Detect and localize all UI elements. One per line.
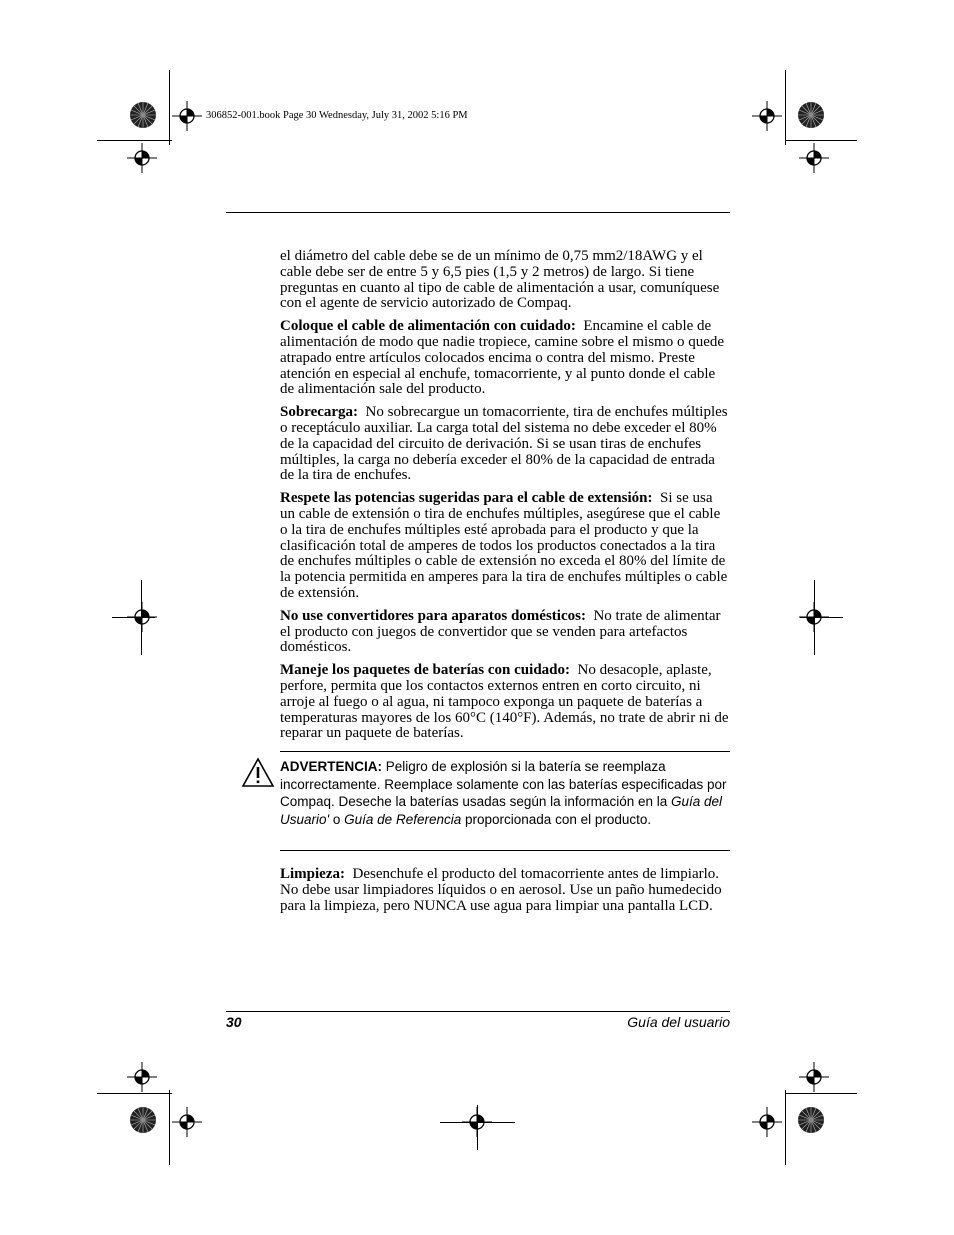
paragraph-text: Desenchufe el producto del tomacorriente antes de limpiarlo. No debe usar limpiadores líquidos o en aerosol. Use un paño humedecido para la limpieza, pero NUNCA use agua para limpiar una pantalla LCD. [280, 866, 722, 914]
paragraph-lead: No use convertidores para aparatos domésticos: [280, 607, 586, 624]
registration-mark-icon [799, 1062, 829, 1092]
paragraph-text: No sobrecargue un tomacorriente, tira de enchufes múltiples o receptáculo auxiliar. La carga total del sistema no debe exceder el 80% de la capacidad del circuito de derivación. Si se usan tiras de enchufes múltiples, la carga no debería exceder el 80% de la capacidad de entrada de la tira de enchufes. [280, 404, 728, 484]
warning-top-rule [280, 751, 730, 752]
crop-mark [169, 1090, 170, 1165]
registration-mark-icon [752, 101, 782, 131]
page-number: 30 [226, 1014, 242, 1030]
paragraph-text: Si se usa un cable de extensión o tira de enchufes múltiples, asegúrese que el cable o la tira de enchufes múltiples esté aprobada para el producto y que la clasificación total de amperes de todos los productos conectados a la tira de enchufes múltiples o cable de extensión no exceda el 80% del límite de la potencia permitida en amperes para la tira de enchufes múltiples o cable de extensión. [280, 490, 728, 601]
paragraph-lead: Maneje los paquetes de baterías con cuidado: [280, 662, 570, 679]
registration-mark-icon [172, 101, 202, 131]
paragraph-lead: Coloque el cable de alimentación con cuidado: [280, 318, 576, 335]
paragraph [280, 249, 730, 312]
warning-conjunction: o [332, 811, 341, 827]
warning-reference-1: Guía del Usuario' [280, 794, 723, 827]
warning-text-2: proporcionada con el producto. [465, 811, 652, 827]
paragraph [280, 319, 730, 398]
registration-mark-icon [799, 143, 829, 173]
header-rule [226, 212, 730, 213]
crop-mark [800, 617, 843, 618]
print-slug: 306852-001.book Page 30 Wednesday, July 31, 2002 5:16 PM [206, 110, 468, 121]
starburst-target-icon [797, 101, 825, 129]
paragraph-text: No desacople, aplaste, perfore, permita que los contactos externos entren en corto circuito, ni arroje al fuego o al agua, ni tampoco exponga un paquete de baterías a temperaturas mayores de los 60°C (140°F). Además, no trate de abrir ni de reparar un paquete de baterías. [280, 662, 729, 742]
crop-mark [785, 70, 786, 145]
crop-mark [169, 70, 170, 145]
crop-mark [112, 617, 155, 618]
paragraph-lead: Respete las potencias sugeridas para el cable de extensión: [280, 490, 653, 507]
paragraph-lead: Limpieza: [280, 866, 345, 882]
crop-mark [97, 1093, 172, 1094]
paragraph-text: Encamine el cable de alimentación de modo que nadie tropiece, camine sobre el mismo o quede atrapado entre artículos colocados encima o contra del mismo. Preste atención en especial al enchufe, tomacorriente, y al punto donde el cable de alimentación sale del producto. [280, 318, 725, 398]
paragraph [280, 663, 730, 742]
registration-mark-icon [127, 143, 157, 173]
paragraph-text: el diámetro del cable debe se de un mínimo de 0,75 mm2/18AWG y el cable debe ser de entre 5 y 6,5 pies (1,5 y 2 metros) de largo. Si tiene preguntas en cuanto al tipo de cable de alimentación a usar, comuníquese con el agente de servicio autorizado de Compaq. [280, 248, 720, 312]
crop-mark [785, 1090, 786, 1165]
footer-rule [226, 1011, 730, 1012]
cleaning-section [280, 867, 730, 914]
starburst-target-icon [129, 1106, 157, 1134]
paragraph-text: No trate de alimentar el producto con juegos de convertidor que se venden para artefactos domésticos. [280, 607, 721, 656]
registration-mark-icon [172, 1107, 202, 1137]
warning-text [280, 758, 730, 828]
paragraph [280, 609, 730, 656]
paragraph [280, 405, 730, 484]
warning-triangle-icon [241, 757, 275, 788]
crop-mark [785, 140, 857, 141]
warning-text-1: Peligro de explosión si la batería se reemplaza incorrectamente. Reemplace solamente con las baterías especificadas por Compaq. Deseche la baterías usadas según la información en la [280, 759, 727, 809]
starburst-target-icon [129, 101, 157, 129]
warning-reference-2: Guía de Referencia [344, 811, 462, 827]
paragraph [280, 491, 730, 602]
crop-mark [785, 1093, 857, 1094]
body-text [280, 249, 730, 749]
crop-mark [97, 140, 172, 141]
starburst-target-icon [797, 1106, 825, 1134]
warning-bottom-rule [280, 850, 730, 851]
registration-mark-icon [127, 1062, 157, 1092]
paragraph [280, 867, 730, 914]
paragraph-lead: Sobrecarga: [280, 404, 359, 421]
footer-title: Guía del usuario [627, 1014, 730, 1030]
registration-mark-icon [752, 1107, 782, 1137]
crop-mark [477, 1105, 478, 1150]
warning-label: ADVERTENCIA: [280, 759, 383, 774]
